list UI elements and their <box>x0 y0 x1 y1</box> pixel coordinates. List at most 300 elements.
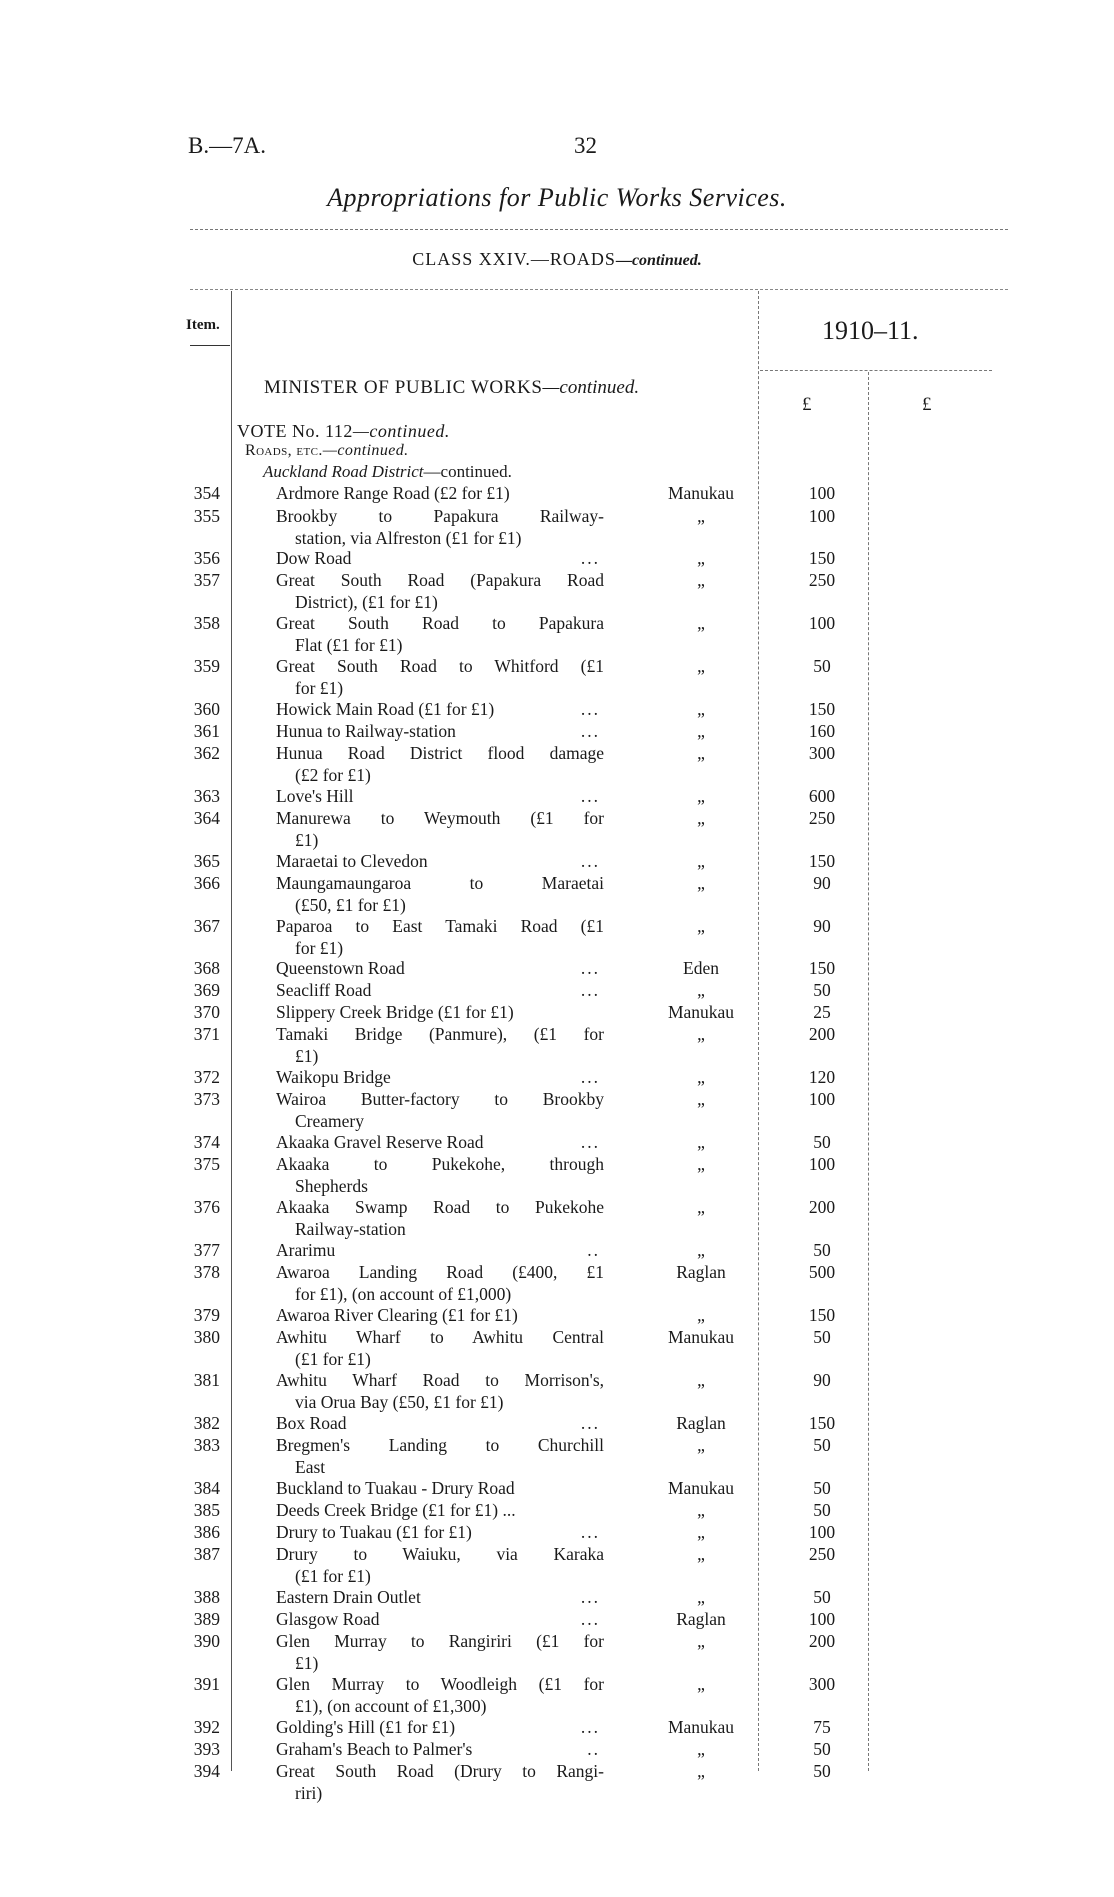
table-top-rule <box>190 289 1008 290</box>
description-line-2: District), (£1 for £1) <box>295 591 438 612</box>
electoral-district: „ <box>697 1197 705 1217</box>
description-line-1 <box>276 721 604 743</box>
description-text: Bregmen's Landing to Churchill <box>276 1435 604 1455</box>
item-description <box>276 1067 604 1089</box>
item-description <box>276 1587 604 1609</box>
description-line-2: riri) <box>295 1782 323 1803</box>
electoral-district: „ <box>697 851 705 871</box>
amount: 200 <box>808 1197 836 1217</box>
item-number: 372 <box>193 1067 220 1087</box>
header-rule <box>190 229 1008 230</box>
amount: 150 <box>808 1305 836 1325</box>
item-number: 361 <box>193 721 220 741</box>
description-line-2: East <box>295 1456 326 1477</box>
description-line-1 <box>276 1132 604 1154</box>
description-text: Akaaka to Pukekohe, through <box>276 1154 604 1174</box>
amount: 500 <box>808 1262 836 1282</box>
item-number: 359 <box>193 656 220 676</box>
item-number: 365 <box>193 851 220 871</box>
district-heading <box>263 462 512 482</box>
amount: 50 <box>813 1587 831 1607</box>
leader-dots: .. <box>587 1739 600 1759</box>
description-line-1 <box>276 743 604 765</box>
amount: 50 <box>813 1739 831 1759</box>
item-number: 367 <box>193 916 220 936</box>
leader-dots: ... <box>580 548 600 568</box>
item-description <box>276 1262 604 1305</box>
description-line-1 <box>276 570 604 592</box>
description-line-2: (£1 for £1) <box>295 1565 371 1586</box>
electoral-district: Manukau <box>667 483 735 503</box>
item-column-header: Item. <box>186 317 220 333</box>
description-line-1 <box>276 1305 604 1327</box>
electoral-district: „ <box>697 1435 705 1455</box>
electoral-district: „ <box>697 1024 705 1044</box>
amount: 50 <box>813 1132 831 1152</box>
description-text: Maraetai to Clevedon <box>276 851 428 871</box>
description-line-1 <box>276 656 604 678</box>
description-line-2: for £1) <box>295 677 344 698</box>
amount: 300 <box>808 743 836 763</box>
electoral-district: „ <box>697 873 705 893</box>
description-text: Akaaka Swamp Road to Pukekohe <box>276 1197 604 1217</box>
amount: 50 <box>813 656 831 676</box>
item-description <box>276 1413 604 1435</box>
description-line-2: £1) <box>295 829 319 850</box>
description-line-2: £1), (on account of £1,300) <box>295 1695 487 1716</box>
item-number: 376 <box>193 1197 220 1217</box>
description-text: Love's Hill <box>276 786 354 806</box>
description-line-1 <box>276 1435 604 1457</box>
amount: 250 <box>808 1544 836 1564</box>
description-text: Queenstown Road <box>276 958 405 978</box>
electoral-district: „ <box>697 808 705 828</box>
description-line-1 <box>276 1370 604 1392</box>
description-line-1 <box>276 1262 604 1284</box>
item-description <box>276 1024 604 1067</box>
item-description <box>276 786 604 808</box>
item-number: 355 <box>193 506 220 526</box>
description-text: Drury to Tuakau (£1 for £1) <box>276 1522 472 1542</box>
item-description <box>276 1739 604 1761</box>
electoral-district: „ <box>697 656 705 676</box>
item-description <box>276 980 604 1002</box>
description-line-1 <box>276 786 604 808</box>
item-description <box>276 1478 604 1500</box>
item-number: 387 <box>193 1544 220 1564</box>
vote-heading-text: VOTE No. 112 <box>237 421 353 441</box>
leader-dots: ... <box>580 851 600 871</box>
description-line-2: £1) <box>295 1045 319 1066</box>
item-description <box>276 506 604 549</box>
description-line-1 <box>276 1609 604 1631</box>
item-description <box>276 1609 604 1631</box>
description-line-2: (£2 for £1) <box>295 764 371 785</box>
electoral-district: „ <box>697 1500 705 1520</box>
description-text: Eastern Drain Outlet <box>276 1587 421 1607</box>
item-description <box>276 1002 604 1024</box>
description-text: Tamaki Bridge (Panmure), (£1 for <box>276 1024 604 1044</box>
description-line-2: Shepherds <box>295 1175 368 1196</box>
amount: 50 <box>813 1500 831 1520</box>
vote-heading <box>237 421 450 442</box>
amount: 100 <box>808 613 836 633</box>
item-description <box>276 613 604 656</box>
leader-dots: ... <box>580 980 600 1000</box>
item-number: 368 <box>193 958 220 978</box>
description-text: Awaroa River Clearing (£1 for £1) <box>276 1305 518 1325</box>
item-description <box>276 570 604 613</box>
description-line-1 <box>276 1024 604 1046</box>
electoral-district: Manukau <box>667 1327 735 1347</box>
description-line-2: station, via Alfreston (£1 for £1) <box>295 527 522 548</box>
item-description <box>276 1435 604 1478</box>
item-description <box>276 1631 604 1674</box>
item-number: 375 <box>193 1154 220 1174</box>
leader-dots: ... <box>580 786 600 806</box>
year-header: 1910–11. <box>822 316 919 345</box>
item-description <box>276 1522 604 1544</box>
description-text: Brookby to Papakura Railway- <box>276 506 604 526</box>
item-description <box>276 721 604 743</box>
amount: 90 <box>813 916 831 936</box>
description-text: Ardmore Range Road (£2 for £1) <box>276 483 510 503</box>
document-reference: B.—7A. <box>188 133 266 158</box>
item-number: 354 <box>193 483 220 503</box>
item-number: 373 <box>193 1089 220 1109</box>
electoral-district: „ <box>697 570 705 590</box>
electoral-district: Raglan <box>676 1262 726 1282</box>
description-text: Slippery Creek Bridge (£1 for £1) <box>276 1002 514 1022</box>
item-description <box>276 1761 604 1804</box>
description-line-1 <box>276 958 604 980</box>
pound-column-header: £ <box>802 394 812 415</box>
vote-heading-suffix: —continued. <box>352 421 450 441</box>
description-text: Graham's Beach to Palmer's <box>276 1739 473 1759</box>
year-header-rule <box>760 370 992 371</box>
amount: 50 <box>813 1240 831 1260</box>
amount: 250 <box>808 570 836 590</box>
item-number: 391 <box>193 1674 220 1694</box>
leader-dots: ... <box>580 699 600 719</box>
item-number: 377 <box>193 1240 220 1260</box>
description-line-2: (£1 for £1) <box>295 1348 371 1369</box>
description-line-1 <box>276 548 604 570</box>
description-line-1 <box>276 1327 604 1349</box>
description-line-1 <box>276 506 604 528</box>
amount: 75 <box>813 1717 831 1737</box>
item-description <box>276 873 604 916</box>
description-text: Awaroa Landing Road (£400, £1 <box>276 1262 604 1282</box>
roads-heading <box>245 442 409 460</box>
item-description <box>276 656 604 699</box>
item-description <box>276 808 604 851</box>
pound-total-column-header: £ <box>922 394 932 415</box>
electoral-district: „ <box>697 1522 705 1542</box>
description-text: Buckland to Tuakau - Drury Road <box>276 1478 515 1498</box>
electoral-district: Raglan <box>676 1609 726 1629</box>
item-number: 362 <box>193 743 220 763</box>
description-line-1 <box>276 1413 604 1435</box>
amount: 160 <box>808 721 836 741</box>
description-line-1 <box>276 980 604 1002</box>
electoral-district: „ <box>697 548 705 568</box>
electoral-district: „ <box>697 613 705 633</box>
description-line-1 <box>276 1089 604 1111</box>
amount: 100 <box>808 483 836 503</box>
item-description <box>276 1370 604 1413</box>
item-number: 369 <box>193 980 220 1000</box>
description-line-1 <box>276 483 604 505</box>
description-line-1 <box>276 1067 604 1089</box>
amount: 50 <box>813 1327 831 1347</box>
description-text: Glasgow Road <box>276 1609 380 1629</box>
item-number: 385 <box>193 1500 220 1520</box>
electoral-district: „ <box>697 916 705 936</box>
item-number: 357 <box>193 570 220 590</box>
item-number: 379 <box>193 1305 220 1325</box>
item-description <box>276 1717 604 1739</box>
electoral-district: Manukau <box>667 1002 735 1022</box>
description-text: Great South Road (Papakura Road <box>276 570 604 590</box>
description-text: Akaaka Gravel Reserve Road <box>276 1132 484 1152</box>
item-description <box>276 1544 604 1587</box>
class-heading <box>0 249 1114 270</box>
leader-dots: ... <box>580 1132 600 1152</box>
description-text: Dow Road <box>276 548 352 568</box>
item-description <box>276 916 604 959</box>
roads-heading-text: Roads, etc. <box>245 442 323 459</box>
amount: 120 <box>808 1067 836 1087</box>
item-number: 389 <box>193 1609 220 1629</box>
page-title: Appropriations for Public Works Services. <box>327 183 787 212</box>
description-text: Waikopu Bridge <box>276 1067 391 1087</box>
amount: 100 <box>808 1609 836 1629</box>
description-line-1 <box>276 1674 604 1696</box>
amount: 100 <box>808 1154 836 1174</box>
electoral-district: „ <box>697 1067 705 1087</box>
electoral-district: „ <box>697 980 705 1000</box>
description-line-1 <box>276 851 604 873</box>
minister-heading-text: MINISTER OF PUBLIC WORKS <box>264 377 543 398</box>
description-text: Glen Murray to Rangiriri (£1 for <box>276 1631 604 1651</box>
description-text: Awhitu Wharf Road to Morrison's, <box>276 1370 604 1390</box>
description-line-1 <box>276 1522 604 1544</box>
item-number: 380 <box>193 1327 220 1347</box>
electoral-district: „ <box>697 1544 705 1564</box>
leader-dots: ... <box>580 958 600 978</box>
description-line-1 <box>276 613 604 635</box>
amount: 100 <box>808 1522 836 1542</box>
description-text: Great South Road to Whitford (£1 <box>276 656 604 676</box>
description-line-2: £1) <box>295 1652 319 1673</box>
amount: 150 <box>808 1413 836 1433</box>
description-text: Awhitu Wharf to Awhitu Central <box>276 1327 604 1347</box>
electoral-district: „ <box>697 1739 705 1759</box>
description-line-1 <box>276 808 604 830</box>
item-number: 360 <box>193 699 220 719</box>
amount: 150 <box>808 699 836 719</box>
item-number: 384 <box>193 1478 220 1498</box>
amount: 25 <box>813 1002 831 1022</box>
amount: 150 <box>808 548 836 568</box>
item-number: 378 <box>193 1262 220 1282</box>
item-number: 390 <box>193 1631 220 1651</box>
description-line-2: (£50, £1 for £1) <box>295 894 406 915</box>
district-heading-suffix: —continued. <box>423 462 512 481</box>
item-number: 370 <box>193 1002 220 1022</box>
amount: 50 <box>813 1435 831 1455</box>
leader-dots: ... <box>580 721 600 741</box>
amount: 250 <box>808 808 836 828</box>
amount: 50 <box>813 1761 831 1781</box>
description-line-1 <box>276 1587 604 1609</box>
description-line-1 <box>276 1002 604 1024</box>
description-line-2: for £1) <box>295 937 344 958</box>
item-number: 393 <box>193 1739 220 1759</box>
item-number: 358 <box>193 613 220 633</box>
description-line-1 <box>276 1761 604 1783</box>
description-line-1 <box>276 1478 604 1500</box>
leader-dots: ... <box>580 1067 600 1087</box>
item-number: 381 <box>193 1370 220 1390</box>
electoral-district: „ <box>697 699 705 719</box>
electoral-district: „ <box>697 1240 705 1260</box>
item-description <box>276 1197 604 1240</box>
item-description <box>276 1674 604 1717</box>
item-number: 388 <box>193 1587 220 1607</box>
amount: 100 <box>808 506 836 526</box>
description-text: Wairoa Butter-factory to Brookby <box>276 1089 604 1109</box>
item-description <box>276 1500 604 1522</box>
description-text: Drury to Waiuku, via Karaka <box>276 1544 604 1564</box>
electoral-district: „ <box>697 786 705 806</box>
item-description <box>276 1240 604 1262</box>
leader-dots: ... <box>580 1413 600 1433</box>
item-description <box>276 548 604 570</box>
amount: 150 <box>808 851 836 871</box>
item-number: 383 <box>193 1435 220 1455</box>
item-header-rule <box>190 345 230 346</box>
electoral-district: „ <box>697 1305 705 1325</box>
description-line-2: via Orua Bay (£50, £1 for £1) <box>295 1391 504 1412</box>
electoral-district: „ <box>697 721 705 741</box>
item-number: 364 <box>193 808 220 828</box>
amount: 300 <box>808 1674 836 1694</box>
roads-heading-suffix: —continued. <box>322 442 409 459</box>
leader-dots: ... <box>580 1522 600 1542</box>
description-line-1 <box>276 916 604 938</box>
leader-dots: ... <box>580 1717 600 1737</box>
description-text: Seacliff Road <box>276 980 372 1000</box>
item-number: 392 <box>193 1717 220 1737</box>
item-description <box>276 699 604 721</box>
description-text: Manurewa to Weymouth (£1 for <box>276 808 604 828</box>
item-number: 356 <box>193 548 220 568</box>
description-line-1 <box>276 1154 604 1176</box>
electoral-district: „ <box>697 1674 705 1694</box>
description-line-1 <box>276 1240 604 1262</box>
electoral-district: Raglan <box>676 1413 726 1433</box>
class-heading-suffix: —continued. <box>615 252 702 269</box>
item-number: 382 <box>193 1413 220 1433</box>
description-line-1 <box>276 1500 604 1522</box>
description-line-1 <box>276 1544 604 1566</box>
item-description <box>276 1154 604 1197</box>
description-text: Deeds Creek Bridge (£1 for £1) ... <box>276 1500 516 1520</box>
electoral-district: „ <box>697 1154 705 1174</box>
amount: 150 <box>808 958 836 978</box>
amount: 50 <box>813 1478 831 1498</box>
item-description <box>276 1132 604 1154</box>
description-line-1 <box>276 1197 604 1219</box>
description-line-1 <box>276 1739 604 1761</box>
item-description <box>276 851 604 873</box>
amount: 50 <box>813 980 831 1000</box>
description-text: Glen Murray to Woodleigh (£1 for <box>276 1674 604 1694</box>
district-column-divider <box>758 291 759 1771</box>
item-number: 366 <box>193 873 220 893</box>
description-text: Paparoa to East Tamaki Road (£1 <box>276 916 604 936</box>
electoral-district: „ <box>697 506 705 526</box>
item-column-divider <box>231 291 232 1771</box>
minister-heading <box>264 377 639 399</box>
description-text: Great South Road to Papakura <box>276 613 604 633</box>
electoral-district: „ <box>697 1587 705 1607</box>
description-text: Great South Road (Drury to Rangi- <box>276 1761 604 1781</box>
leader-dots: ... <box>580 1609 600 1629</box>
electoral-district: „ <box>697 1370 705 1390</box>
description-text: Howick Main Road (£1 for £1) <box>276 699 495 719</box>
district-heading-text: Auckland Road District <box>263 462 424 481</box>
description-line-2: for £1), (on account of £1,000) <box>295 1283 512 1304</box>
description-text: Golding's Hill (£1 for £1) <box>276 1717 456 1737</box>
leader-dots: .. <box>587 1240 600 1260</box>
amount: 90 <box>813 1370 831 1390</box>
item-number: 363 <box>193 786 220 806</box>
description-line-1 <box>276 1717 604 1739</box>
item-description <box>276 483 604 505</box>
description-text: Hunua Road District flood damage <box>276 743 604 763</box>
item-number: 394 <box>193 1761 220 1781</box>
item-number: 386 <box>193 1522 220 1542</box>
leader-dots: ... <box>580 1587 600 1607</box>
amount: 100 <box>808 1089 836 1109</box>
class-heading-text: CLASS XXIV.—ROADS <box>412 249 616 269</box>
description-line-2: Railway-station <box>295 1218 406 1239</box>
description-text: Hunua to Railway-station <box>276 721 456 741</box>
amount: 200 <box>808 1631 836 1651</box>
electoral-district: „ <box>697 1132 705 1152</box>
item-description <box>276 743 604 786</box>
description-text: Ararimu <box>276 1240 336 1260</box>
item-description <box>276 1327 604 1370</box>
description-line-2: Flat (£1 for £1) <box>295 634 403 655</box>
item-description <box>276 1089 604 1132</box>
item-number: 374 <box>193 1132 220 1152</box>
item-number: 371 <box>193 1024 220 1044</box>
description-line-1 <box>276 699 604 721</box>
electoral-district: „ <box>697 1761 705 1781</box>
amount-column-divider <box>868 372 869 1771</box>
page-number: 32 <box>574 133 597 158</box>
electoral-district: „ <box>697 1631 705 1651</box>
electoral-district: „ <box>697 1089 705 1109</box>
electoral-district: Manukau <box>667 1717 735 1737</box>
item-description <box>276 958 604 980</box>
electoral-district: Eden <box>683 958 719 978</box>
description-text: Box Road <box>276 1413 347 1433</box>
